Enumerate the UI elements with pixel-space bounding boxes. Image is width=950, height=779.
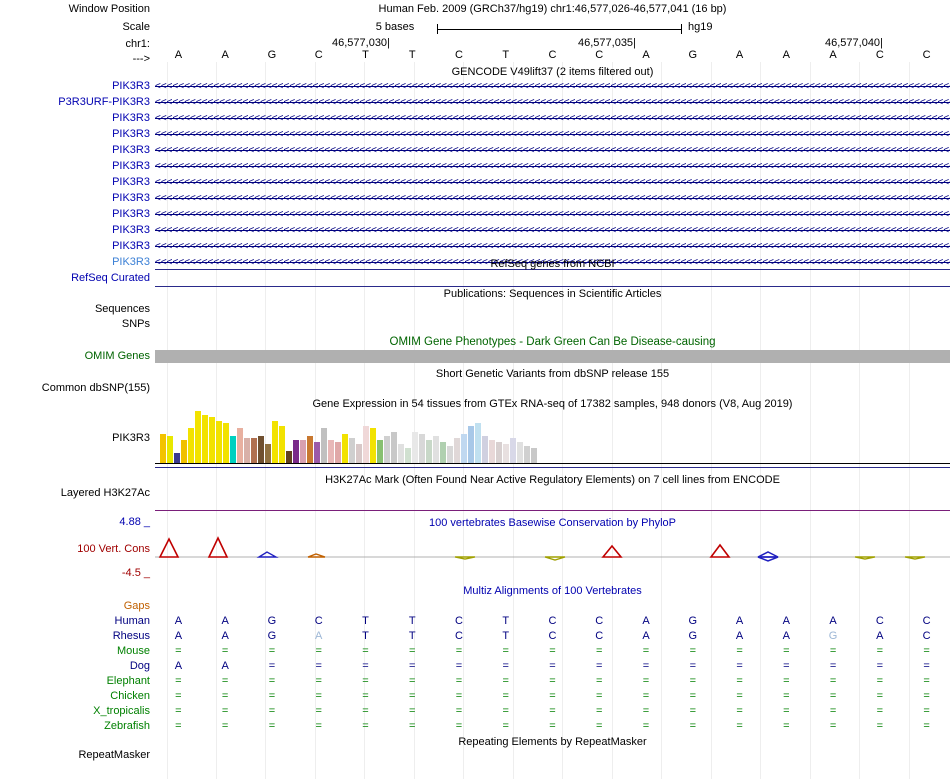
- multiz-base: T: [502, 615, 510, 627]
- gtex-tissue-bar[interactable]: [293, 440, 299, 463]
- gtex-tissue-bar[interactable]: [202, 415, 208, 463]
- multiz-base: T: [362, 615, 369, 627]
- gene-line: [155, 182, 950, 183]
- ruler-base: A: [174, 49, 183, 61]
- gtex-tissue-bar[interactable]: [454, 438, 460, 463]
- gtex-tissue-bar[interactable]: [349, 438, 355, 463]
- assembly-title: Human Feb. 2009 (GRCh37/hg19) chr1:46,577,026-46,577,041 (16 bp): [378, 3, 727, 15]
- ruler-base: C: [922, 49, 931, 61]
- gtex-tissue-bar[interactable]: [482, 436, 488, 463]
- multiz-base: =: [175, 705, 182, 717]
- gene-line: [155, 230, 950, 231]
- multiz-base: A: [174, 630, 183, 642]
- multiz-base: =: [736, 690, 743, 702]
- gtex-tissue-bar[interactable]: [258, 436, 264, 463]
- gtex-tissue-bar[interactable]: [265, 444, 271, 463]
- gtex-tissue-bar[interactable]: [489, 440, 495, 463]
- multiz-base: =: [829, 720, 837, 732]
- omim-track-title: OMIM Gene Phenotypes - Dark Green Can Be Disease-causing: [389, 336, 716, 348]
- multiz-base: =: [689, 660, 696, 672]
- gene-row-label[interactable]: PIK3R3: [112, 224, 150, 236]
- gtex-tissue-bar[interactable]: [384, 436, 390, 463]
- multiz-base: =: [502, 720, 509, 732]
- multiz-base: =: [596, 690, 603, 702]
- gtex-tissue-bar[interactable]: [531, 448, 537, 463]
- gtex-tissue-bar[interactable]: [370, 428, 376, 463]
- multiz-base: A: [221, 660, 229, 672]
- multiz-base: =: [923, 720, 930, 732]
- gtex-tissue-bar[interactable]: [160, 434, 166, 463]
- gtex-tissue-bar[interactable]: [517, 442, 523, 463]
- multiz-base: C: [548, 630, 557, 642]
- ruler-base: T: [408, 49, 416, 61]
- multiz-base: C: [454, 630, 463, 642]
- gene-line: [155, 118, 950, 119]
- multiz-base: =: [455, 720, 463, 732]
- multiz-base: =: [408, 660, 416, 672]
- multiz-base: A: [642, 630, 650, 642]
- strand-arrow-label: --->: [132, 53, 150, 65]
- ruler-base: C: [314, 49, 323, 61]
- gene-line: [155, 150, 950, 151]
- gtex-tissue-bar[interactable]: [188, 428, 194, 463]
- multiz-base: =: [549, 690, 556, 702]
- multiz-base: =: [876, 705, 884, 717]
- multiz-base: =: [408, 705, 416, 717]
- conservation-track-title: 100 vertebrates Basewise Conservation by PhyloP: [428, 517, 677, 529]
- gtex-tissue-bar[interactable]: [405, 448, 411, 463]
- gtex-tissue-bar[interactable]: [391, 432, 397, 463]
- multiz-base: =: [642, 720, 650, 732]
- multiz-base: C: [454, 615, 463, 627]
- gtex-tissue-bar[interactable]: [272, 421, 278, 463]
- gtex-tissue-bar[interactable]: [321, 428, 327, 463]
- common-dbsnp-label[interactable]: Common dbSNP(155): [41, 382, 150, 394]
- multiz-base: =: [455, 690, 463, 702]
- gtex-tissue-bar[interactable]: [174, 453, 180, 463]
- multiz-base: =: [315, 675, 322, 687]
- gene-line: [155, 214, 950, 215]
- ruler-base: C: [595, 49, 604, 61]
- gene-row-label[interactable]: PIK3R3: [112, 128, 150, 140]
- ruler-base: T: [502, 49, 510, 61]
- multiz-base: =: [689, 675, 696, 687]
- multiz-base: A: [829, 615, 837, 627]
- multiz-base: C: [922, 615, 931, 627]
- multiz-base: =: [549, 645, 556, 657]
- multiz-base: T: [408, 615, 416, 627]
- multiz-base: A: [782, 630, 790, 642]
- multiz-base: =: [315, 705, 322, 717]
- multiz-base: =: [221, 720, 229, 732]
- multiz-base: =: [455, 645, 463, 657]
- gene-row-label[interactable]: P3R3URF-PIK3R3: [58, 96, 150, 108]
- multiz-base: =: [783, 660, 790, 672]
- multiz-species-label[interactable]: Zebrafish: [104, 720, 150, 732]
- scale-label: Scale: [122, 21, 150, 33]
- multiz-base: =: [315, 660, 322, 672]
- gtex-tissue-bar[interactable]: [461, 434, 467, 463]
- snps-label[interactable]: SNPs: [121, 318, 150, 330]
- multiz-base: =: [876, 720, 884, 732]
- gene-row-label[interactable]: PIK3R3: [112, 176, 150, 188]
- multiz-base: =: [221, 645, 229, 657]
- ruler-base: T: [362, 49, 369, 61]
- multiz-base: =: [783, 705, 790, 717]
- gtex-tissue-bar[interactable]: [440, 442, 446, 463]
- gtex-tissue-bar[interactable]: [279, 426, 285, 463]
- repeatmasker-track-title: Repeating Elements by RepeatMasker: [458, 736, 647, 748]
- gtex-tissue-bar[interactable]: [230, 436, 236, 463]
- multiz-base: =: [923, 675, 930, 687]
- multiz-species-label[interactable]: Chicken: [110, 690, 150, 702]
- multiz-base: =: [923, 690, 930, 702]
- multiz-species-label[interactable]: Rhesus: [112, 630, 150, 642]
- multiz-base: =: [736, 720, 743, 732]
- gtex-tissue-bar[interactable]: [335, 442, 341, 463]
- gtex-tissue-bar[interactable]: [433, 436, 439, 463]
- multiz-base: =: [362, 660, 369, 672]
- sequences-label[interactable]: Sequences: [94, 303, 150, 315]
- gtex-tissue-bar[interactable]: [419, 434, 425, 463]
- multiz-base: =: [362, 705, 369, 717]
- h3k27ac-track-title: H3K27Ac Mark (Often Found Near Active Regulatory Elements) on 7 cell lines from ENCODE: [325, 474, 780, 486]
- ruler-base: A: [782, 49, 790, 61]
- multiz-base: =: [689, 645, 696, 657]
- multiz-base: A: [221, 615, 229, 627]
- gtex-tissue-bar[interactable]: [181, 440, 187, 463]
- multiz-base: A: [174, 615, 183, 627]
- refseq-track-title: RefSeq genes from NCBI: [490, 258, 615, 270]
- gtex-tissue-bar[interactable]: [496, 442, 502, 463]
- multiz-base: =: [549, 675, 556, 687]
- multiz-base: =: [642, 645, 650, 657]
- conservation-wiggle: [155, 525, 950, 585]
- multiz-base: =: [876, 660, 884, 672]
- multiz-base: A: [642, 615, 650, 627]
- multiz-base: =: [362, 675, 369, 687]
- multiz-base: =: [268, 720, 276, 732]
- gtex-tissue-bar[interactable]: [475, 423, 481, 463]
- multiz-base: =: [268, 660, 276, 672]
- repeatmasker-label[interactable]: RepeatMasker: [78, 749, 150, 761]
- multiz-base: =: [502, 660, 509, 672]
- layered-h3k27ac-label[interactable]: Layered H3K27Ac: [60, 487, 150, 499]
- gtex-tissue-bar[interactable]: [510, 438, 516, 463]
- multiz-base: A: [174, 660, 183, 672]
- gtex-track-title: Gene Expression in 54 tissues from GTEx RNA-seq of 17382 samples, 948 donors (V8, Aug 2019): [312, 398, 793, 410]
- dbsnp-track-title: Short Genetic Variants from dbSNP release 155: [435, 368, 670, 380]
- multiz-base: =: [596, 675, 603, 687]
- multiz-base: =: [408, 675, 416, 687]
- multiz-base: C: [875, 615, 884, 627]
- multiz-base: =: [175, 645, 182, 657]
- multiz-base: G: [267, 630, 277, 642]
- multiz-base: =: [783, 675, 790, 687]
- gtex-tissue-bar[interactable]: [356, 444, 362, 463]
- multiz-base: =: [783, 690, 790, 702]
- multiz-base: =: [549, 720, 556, 732]
- refseq-curated-label[interactable]: RefSeq Curated: [71, 272, 150, 284]
- cons-track-label[interactable]: 100 Vert. Cons: [77, 543, 150, 555]
- gene-row-label[interactable]: PIK3R3: [112, 112, 150, 124]
- multiz-species-label[interactable]: Dog: [129, 660, 150, 672]
- multiz-base: A: [735, 615, 744, 627]
- multiz-base: =: [502, 645, 509, 657]
- multiz-base: =: [923, 660, 930, 672]
- multiz-base: =: [549, 660, 556, 672]
- multiz-base: =: [268, 675, 276, 687]
- gtex-tissue-bar[interactable]: [468, 426, 474, 463]
- multiz-base: C: [922, 630, 931, 642]
- gtex-tissue-bar[interactable]: [398, 444, 404, 463]
- gene-line: [155, 134, 950, 135]
- multiz-base: A: [221, 630, 229, 642]
- multiz-base: T: [408, 630, 416, 642]
- ruler-base: G: [267, 49, 277, 61]
- ruler-base: A: [829, 49, 837, 61]
- gtex-tissue-bar[interactable]: [251, 438, 257, 463]
- multiz-base: =: [455, 675, 463, 687]
- multiz-base: =: [923, 705, 930, 717]
- multiz-base: =: [642, 675, 650, 687]
- multiz-track-title: Multiz Alignments of 100 Vertebrates: [463, 585, 642, 597]
- multiz-base: =: [876, 675, 884, 687]
- multiz-base: A: [735, 630, 744, 642]
- gtex-tissue-bar[interactable]: [300, 440, 306, 463]
- coord-tick-1: 46,577,030|: [332, 37, 390, 49]
- multiz-base: =: [736, 645, 743, 657]
- gene-row-label[interactable]: PIK3R3: [112, 144, 150, 156]
- gaps-label[interactable]: Gaps: [123, 600, 150, 612]
- publications-track-title: Publications: Sequences in Scientific Articles: [443, 288, 662, 300]
- multiz-species-label[interactable]: Elephant: [106, 675, 150, 687]
- gtex-tissue-bar[interactable]: [363, 426, 369, 463]
- multiz-base: =: [829, 675, 837, 687]
- gene-row-label[interactable]: PIK3R3: [112, 192, 150, 204]
- window-position-label: Window Position: [68, 3, 150, 15]
- multiz-base: =: [783, 645, 790, 657]
- multiz-base: =: [596, 645, 603, 657]
- multiz-base: =: [829, 660, 837, 672]
- gtex-tissue-bar[interactable]: [328, 440, 334, 463]
- ruler-base: G: [688, 49, 698, 61]
- multiz-base: =: [736, 675, 743, 687]
- omim-gene-bar[interactable]: [155, 350, 950, 363]
- multiz-base: =: [689, 705, 696, 717]
- multiz-base: =: [408, 645, 416, 657]
- gtex-tissue-bar[interactable]: [195, 411, 201, 463]
- gene-row-label[interactable]: PIK3R3: [112, 240, 150, 252]
- multiz-base: A: [315, 630, 323, 642]
- gtex-tissue-bar[interactable]: [209, 417, 215, 463]
- multiz-base: =: [408, 690, 416, 702]
- gene-line: [155, 166, 950, 167]
- gtex-tissue-bar[interactable]: [342, 434, 348, 463]
- multiz-species-label[interactable]: X_tropicalis: [93, 705, 150, 717]
- gtex-tissue-bar[interactable]: [286, 451, 292, 463]
- gencode-track-title: GENCODE V49lift37 (2 items filtered out): [451, 66, 654, 78]
- multiz-base: =: [221, 690, 229, 702]
- gene-row-label[interactable]: PIK3R3: [112, 160, 150, 172]
- gtex-tissue-bar[interactable]: [426, 440, 432, 463]
- multiz-base: =: [268, 645, 276, 657]
- multiz-base: C: [548, 615, 557, 627]
- gtex-tissue-bar[interactable]: [314, 442, 320, 463]
- multiz-base: =: [221, 675, 229, 687]
- gene-row-label[interactable]: PIK3R3: [112, 208, 150, 220]
- multiz-base: =: [315, 645, 322, 657]
- multiz-base: =: [642, 690, 650, 702]
- cons-max-label: 4.88 _: [119, 516, 150, 528]
- multiz-base: =: [455, 660, 463, 672]
- gene-line: [155, 86, 950, 87]
- multiz-base: =: [923, 645, 930, 657]
- multiz-base: =: [642, 660, 650, 672]
- multiz-base: =: [829, 645, 837, 657]
- multiz-base: C: [595, 630, 604, 642]
- multiz-base: G: [688, 615, 698, 627]
- gene-row-label[interactable]: PIK3R3: [112, 80, 150, 92]
- multiz-base: C: [314, 615, 323, 627]
- multiz-base: =: [455, 705, 463, 717]
- multiz-base: =: [596, 660, 603, 672]
- multiz-base: =: [549, 705, 556, 717]
- gtex-tissue-bar[interactable]: [503, 444, 509, 463]
- multiz-base: =: [315, 690, 322, 702]
- multiz-base: =: [829, 705, 837, 717]
- gene-row-label[interactable]: PIK3R3: [112, 256, 150, 268]
- multiz-base: =: [783, 720, 790, 732]
- multiz-base: =: [642, 705, 650, 717]
- ruler-base: C: [548, 49, 557, 61]
- gtex-tissue-bar[interactable]: [447, 446, 453, 463]
- multiz-base: =: [175, 690, 182, 702]
- gene-line: [155, 198, 950, 199]
- omim-genes-label[interactable]: OMIM Genes: [84, 350, 150, 362]
- multiz-base: T: [502, 630, 510, 642]
- multiz-base: =: [689, 690, 696, 702]
- ruler-base: A: [642, 49, 650, 61]
- gene-line: [155, 102, 950, 103]
- ruler-base: C: [454, 49, 463, 61]
- ruler-base: C: [875, 49, 884, 61]
- multiz-base: =: [596, 720, 603, 732]
- gtex-tissue-bar[interactable]: [307, 436, 313, 463]
- multiz-base: =: [876, 690, 884, 702]
- multiz-base: G: [688, 630, 698, 642]
- gtex-tissue-bar[interactable]: [412, 432, 418, 463]
- gtex-tissue-bar[interactable]: [216, 421, 222, 463]
- multiz-base: =: [829, 690, 837, 702]
- multiz-base: =: [502, 675, 509, 687]
- multiz-base: =: [596, 705, 603, 717]
- multiz-base: =: [315, 720, 322, 732]
- gtex-tissue-bar[interactable]: [524, 446, 530, 463]
- multiz-base: =: [362, 645, 369, 657]
- multiz-species-label[interactable]: Human: [114, 615, 150, 627]
- chrom-label: chr1:: [125, 38, 150, 50]
- multiz-base: A: [782, 615, 790, 627]
- multiz-base: =: [268, 690, 276, 702]
- multiz-base: =: [362, 720, 369, 732]
- multiz-base: =: [175, 720, 182, 732]
- scale-text: 5 bases: [375, 21, 415, 33]
- multiz-base: =: [221, 705, 229, 717]
- gtex-gene-label[interactable]: PIK3R3: [112, 432, 150, 444]
- gtex-tissue-bar[interactable]: [223, 423, 229, 463]
- multiz-base: T: [362, 630, 369, 642]
- coord-tick-3: 46,577,040|: [825, 37, 883, 49]
- multiz-base: G: [828, 630, 838, 642]
- gene-line: [155, 246, 950, 247]
- assembly-short-label: hg19: [688, 21, 713, 33]
- multiz-base: C: [595, 615, 604, 627]
- gtex-tissue-bar[interactable]: [377, 440, 383, 463]
- multiz-base: A: [876, 630, 884, 642]
- multiz-base: =: [502, 705, 509, 717]
- multiz-species-label[interactable]: Mouse: [116, 645, 150, 657]
- multiz-base: G: [267, 615, 277, 627]
- gtex-tissue-bar[interactable]: [244, 438, 250, 463]
- ruler-base: A: [735, 49, 744, 61]
- coord-tick-2: 46,577,035|: [578, 37, 636, 49]
- cons-min-label: -4.5 _: [121, 567, 150, 579]
- multiz-base: =: [736, 705, 743, 717]
- multiz-base: =: [362, 690, 369, 702]
- multiz-base: =: [268, 705, 276, 717]
- gtex-tissue-bar[interactable]: [167, 436, 173, 463]
- multiz-base: =: [408, 720, 416, 732]
- multiz-base: =: [175, 675, 182, 687]
- multiz-base: =: [736, 660, 743, 672]
- ruler-base: A: [221, 49, 229, 61]
- multiz-base: =: [502, 690, 509, 702]
- gtex-tissue-bar[interactable]: [237, 428, 243, 463]
- multiz-base: =: [876, 645, 884, 657]
- multiz-base: =: [689, 720, 696, 732]
